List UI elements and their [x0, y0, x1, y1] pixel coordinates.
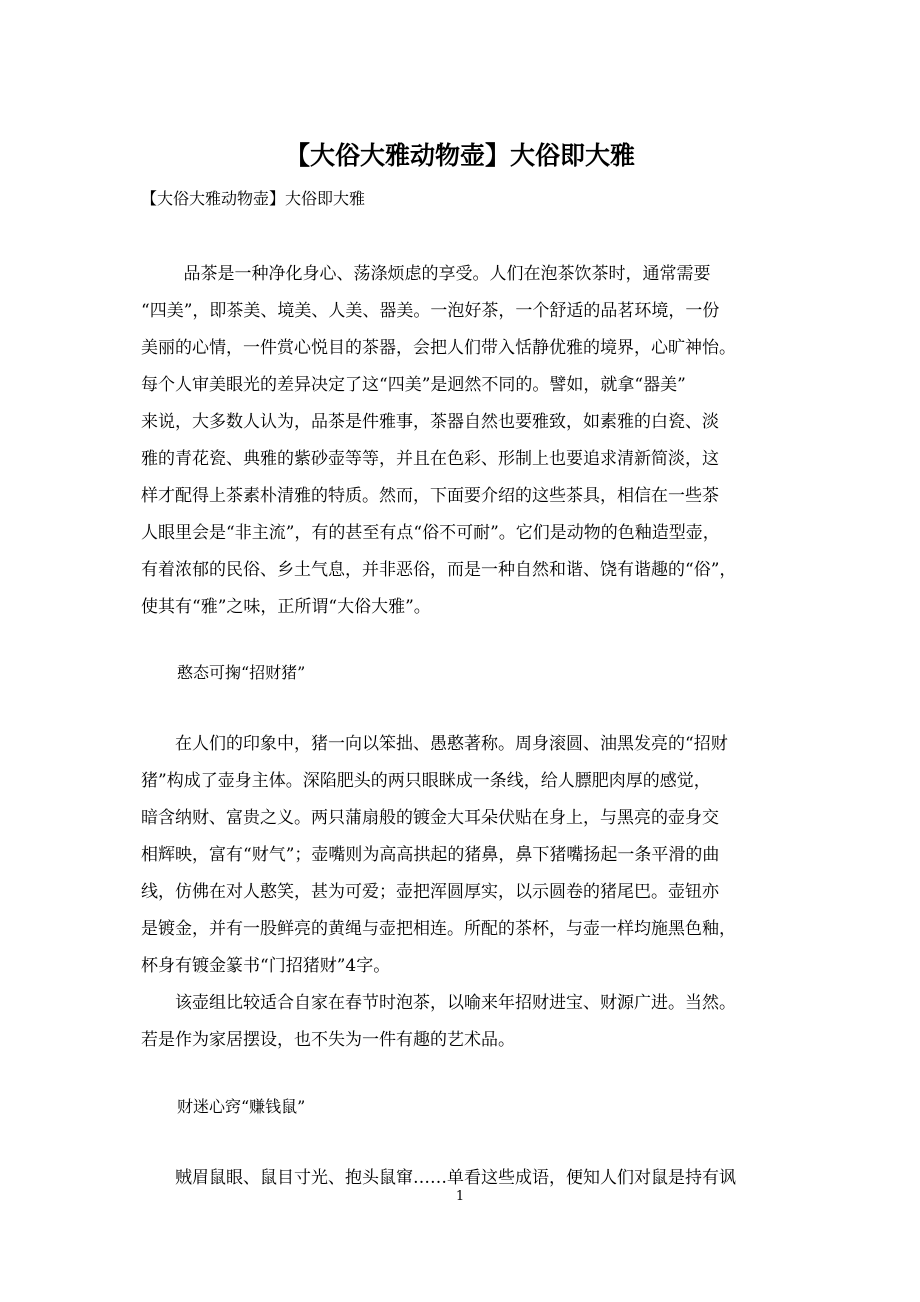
text-line: 若是作为家居摆设，也不失为一件有趣的艺术品。 [141, 1030, 515, 1050]
text-line: 杯身有镀金篆书“门招猪财”4字。 [141, 956, 391, 976]
text-line: 该壶组比较适合自家在春节时泡茶，以喻来年招财进宝、财源广进。当然。 [175, 993, 736, 1013]
text-line: 样才配得上茶素朴清雅的特质。然而，下面要介绍的这些茶具，相信在一些茶 [141, 486, 719, 506]
document-title: 【大俗大雅动物壶】大俗即大雅 [284, 141, 635, 170]
intro-paragraph [141, 256, 791, 626]
page-number: 1 [455, 1189, 465, 1204]
text-line: 使其有“雅”之味，正所谓“大俗大雅”。 [141, 597, 431, 617]
text-line: 在人们的印象中，猪一向以笨拙、愚憨著称。周身滚圆、油黑发亮的“招财 [175, 734, 728, 754]
section-heading-mouse: 财迷心窍“赚钱鼠” [177, 1097, 306, 1116]
text-line: 人眼里会是“非主流”，有的甚至有点“俗不可耐”。它们是动物的色釉造型壶， [141, 523, 720, 543]
text-line: “四美”，即茶美、境美、人美、器美。一泡好茶，一个舒适的品茗环境，一份 [141, 301, 720, 321]
text-line: 每个人审美眼光的差异决定了这“四美”是迥然不同的。譬如，就拿“器美” [141, 375, 686, 395]
document-subtitle: 【大俗大雅动物壶】大俗即大雅 [141, 189, 366, 208]
text-line: 是镀金，并有一股鲜亮的黄绳与壶把相连。所配的茶杯，与壶一样均施黑色釉， [141, 919, 736, 939]
text-line: 线，仿佛在对人憨笑，甚为可爱；壶把浑圆厚实，以示圆卷的猪尾巴。壶钮亦 [141, 882, 719, 902]
text-line: 雅的青花瓷、典雅的紫砂壶等等，并且在色彩、形制上也要追求清新简淡，这 [141, 449, 719, 469]
pig-paragraph [141, 726, 791, 1059]
text-line: 相辉映，富有“财气”；壶嘴则为高高拱起的猪鼻，鼻下猪嘴扬起一条平滑的曲 [141, 845, 720, 865]
text-line: 贼眉鼠眼、鼠目寸光、抱头鼠窜……单看这些成语，便知人们对鼠是持有讽 [175, 1168, 736, 1188]
text-line: 有着浓郁的民俗、乡土气息，并非恶俗，而是一种自然和谐、饶有谐趣的“俗”， [141, 560, 737, 580]
text-line: 暗含纳财、富贵之义。两只蒲扇般的镀金大耳朵伏贴在身上，与黑亮的壶身交 [141, 808, 719, 828]
text-line: 猪”构成了壶身主体。深陷肥头的两只眼眯成一条线，给人膘肥肉厚的感觉， [141, 771, 711, 791]
text-line: 美丽的心情，一件赏心悦目的茶器，会把人们带入恬静优雅的境界，心旷神怡。 [141, 338, 736, 358]
section-heading-pig: 憨态可掬“招财猪” [177, 663, 306, 682]
text-line: 品茶是一种净化身心、荡涤烦虑的享受。人们在泡茶饮茶时，通常需要 [183, 264, 711, 284]
text-line: 来说，大多数人认为，品茶是件雅事，茶器自然也要雅致，如素雅的白瓷、淡 [141, 412, 719, 432]
